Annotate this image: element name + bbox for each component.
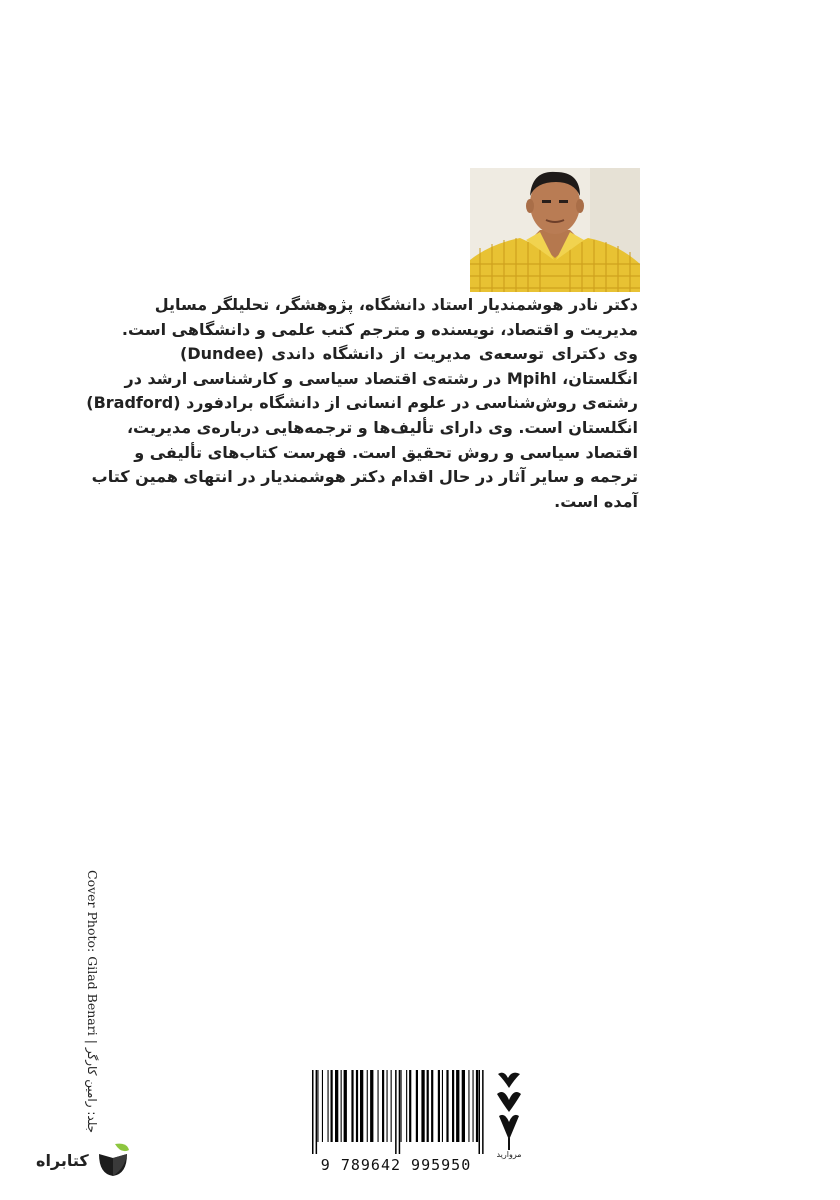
publisher-logo-icon bbox=[494, 1068, 524, 1152]
isbn-barcode bbox=[308, 1068, 484, 1176]
bio-line: رشته‌ی روش‌شناسی در علوم انسانی از دانشگاه برادفورد (Bradford) bbox=[86, 393, 638, 413]
author-bio bbox=[86, 293, 638, 514]
book-leaf-icon bbox=[93, 1140, 133, 1180]
bio-line: آمده است. bbox=[554, 491, 638, 511]
isbn-number: 9 789642 995950 bbox=[320, 1156, 472, 1174]
publisher-name: مروارید bbox=[496, 1150, 522, 1159]
site-logo bbox=[36, 1140, 133, 1180]
cover-design-credit: جلد: رامین کارگر bbox=[85, 1047, 99, 1134]
bio-line: انگلستان است. وی دارای تألیف‌ها و ترجمه‌هایی درباره‌ی مدیریت، bbox=[126, 417, 638, 437]
barcode-bars bbox=[308, 1068, 484, 1154]
author-portrait-image bbox=[470, 168, 640, 292]
cover-credit: Cover Photo: Gilad Benari|جلد: رامین کارگر bbox=[85, 870, 100, 1134]
bio-line: دکتر نادر هوشمندیار استاد دانشگاه، پژوهشگر، تحلیلگر مسایل bbox=[154, 295, 638, 314]
author-photo bbox=[470, 168, 640, 292]
bio-line: اقتصاد سیاسی و روش تحقیق است. فهرست کتاب‌های تألیفی و bbox=[134, 442, 638, 462]
bio-line: مدیریت و اقتصاد، نویسنده و مترجم کتب علمی و دانشگاهی است. bbox=[121, 319, 638, 339]
cover-photo-credit: Cover Photo: Gilad Benari bbox=[85, 870, 100, 1036]
bio-line: انگلستان، Mpihl در رشته‌ی اقتصاد سیاسی و کارشناسی ارشد در bbox=[124, 368, 638, 388]
bio-line: وی دکترای توسعه‌ی مدیریت از دانشگاه داندی (Dundee) bbox=[180, 344, 638, 364]
bio-line: ترجمه و سایر آثار در حال اقدام دکتر هوشمندیار در انتهای همین کتاب bbox=[91, 467, 638, 487]
site-logo-text: کتابراه bbox=[36, 1150, 89, 1170]
